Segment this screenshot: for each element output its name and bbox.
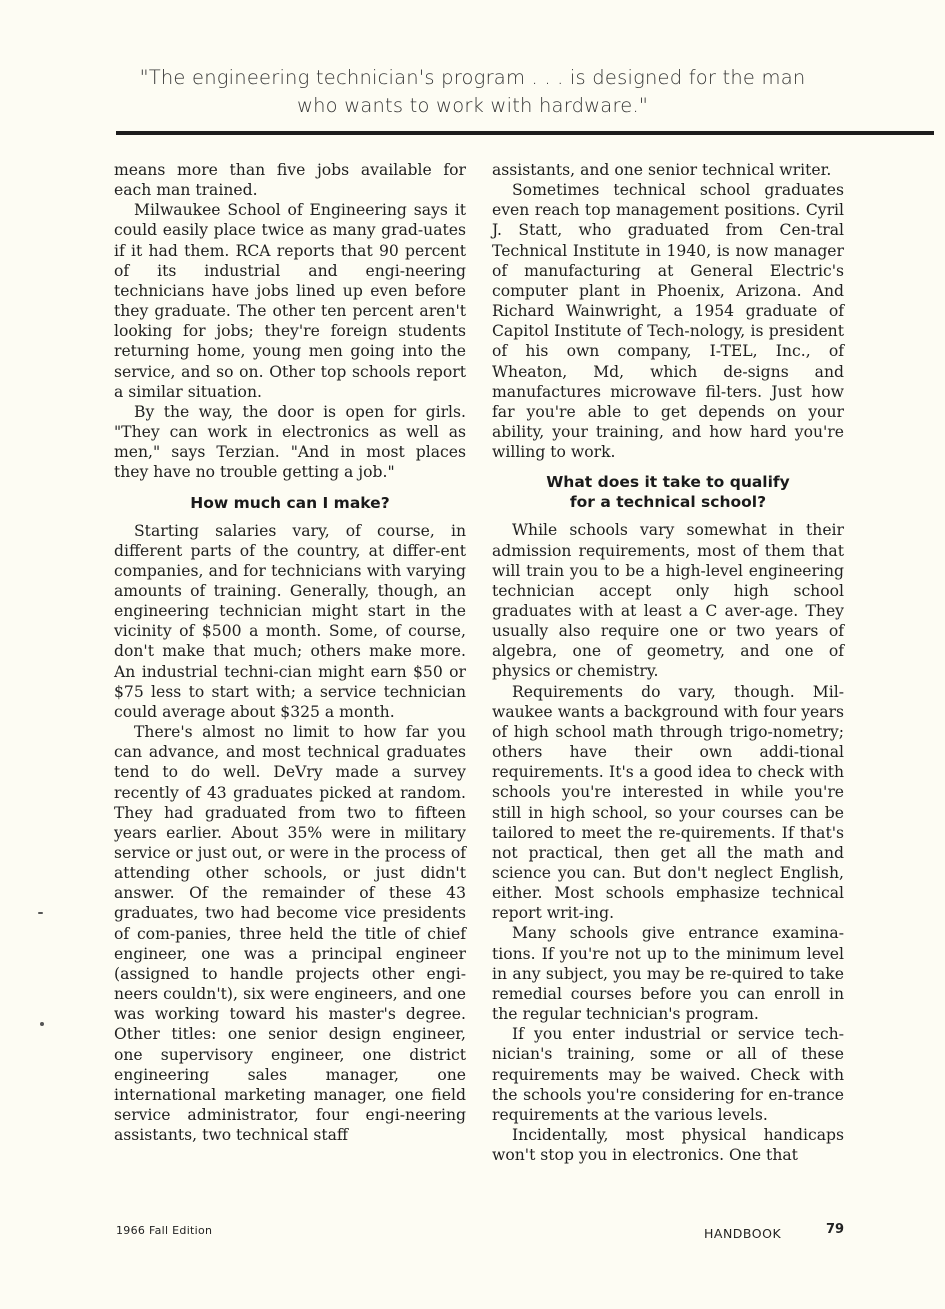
section-heading (492, 472, 844, 512)
paragraph: Sometimes technical school graduates even reach top management positions. Cyril J. Statt, who graduated from Cen-tral Technical Institute in 1940, is now manager of manufacturing at General Electric's computer plant in Phoenix, Arizona. And Richard Wainwright, a 1954 graduate of Capitol Institute of Tech-nology, is president of his own company, I-TEL, Inc., of Wheaton, Md, which de-signs and manufactures microwave fil-ters. Just how far you're able to get depends on your ability, your training, and how hard you're willing to work. (492, 181, 844, 462)
section-heading-line-2: for a technical school? (569, 493, 767, 512)
horizontal-rule (116, 131, 934, 135)
section-heading: How much can I make? (190, 493, 390, 512)
paragraph: By the way, the door is open for girls. "They can work in electronics as well as men," says Terzian. "And in most places they have no trouble getting a job." (114, 402, 466, 482)
pull-quote (0, 64, 945, 120)
pull-quote-line-2: who wants to work with hardware." (296, 94, 649, 117)
paragraph: There's almost no limit to how far you can advance, and most technical graduates tend to do well. DeVry made a survey recently of 43 graduates picked at random. They had graduated from two to fifteen years earlier. About 35% were in military service or just out, or were in the process of attending other schools, or just didn't answer. Of the remainder of these 43 graduates, two had become vice presidents of com-panies, three held the title of chief engineer, one was a principal engineer (assigned to handle projects other engi-neers couldn't), six were engineers, and one was working toward his master's degree. Other titles: one senior design engineer, one supervisory engineer, one district engineering sales manager, one international marketing manager, one field service administrator, four engi-neering assistants, two technical staff (114, 723, 466, 1145)
right-column (492, 160, 844, 1165)
paragraph: If you enter industrial or service tech-nician's training, some or all of these requirements may be waived. Check with the schools you're considering for en-trance requirements at the various levels. (492, 1025, 844, 1124)
print-speck (40, 1022, 44, 1026)
page-number: 79 (826, 1222, 845, 1237)
left-column (114, 160, 466, 1145)
section-heading-line-1: What does it take to qualify (546, 473, 790, 492)
paragraph: means more than five jobs available for each man trained. (114, 161, 466, 200)
paragraph: Incidentally, most physical handicaps won't stop you in electronics. One that (492, 1126, 844, 1165)
paragraph: Requirements do vary, though. Mil-waukee wants a background with four years of high school math through trigo-nometry; others have their own addi-tional requirements. It's a good idea to check with schools you're interested in while you're still in high school, so your courses can be tailored to meet the re-quirements. If that's not practical, then get all the math and science you can. But don't neglect English, either. Most schools emphasize technical report writ-ing. (492, 682, 844, 923)
print-speck (38, 912, 43, 914)
paragraph: Starting salaries vary, of course, in different parts of the country, at differ-ent companies, and for technicians with varying amounts of training. Generally, though, an engineering technician might start in the vicinity of $500 a month. Some, of course, don't make that much; others make more. An industrial techni-cian might earn $50 or $75 less to start with; a service technician could average about $325 a month. (114, 521, 466, 721)
pull-quote-line-1: "The engineering technician's program . . . is designed for the man (139, 66, 806, 89)
paragraph: While schools vary somewhat in their admission requirements, most of them that will train you to be a high-level engineering technician accept only high school graduates with at least a C aver-age. They usually also require one or two years of algebra, one of geometry, and one of physics or chemistry. (492, 521, 844, 681)
paragraph: assistants, and one senior technical writer. (492, 161, 832, 179)
paragraph: Milwaukee School of Engineering says it could easily place twice as many grad-uates if it had them. RCA reports that 90 percent of its industrial and engi-neering technicians have jobs lined up even before they graduate. The other ten percent aren't looking for jobs; they're foreign students returning home, young men going into the service, and so on. Other top schools report a similar situation. (114, 201, 466, 401)
footer-publication: HANDBOOK (704, 1226, 782, 1241)
paragraph: Many schools give entrance examina-tions. If you're not up to the minimum level in any subject, you may be re-quired to take remedial courses before you can enroll in the regular technician's program. (492, 924, 844, 1024)
footer-edition: 1966 Fall Edition (116, 1224, 213, 1237)
